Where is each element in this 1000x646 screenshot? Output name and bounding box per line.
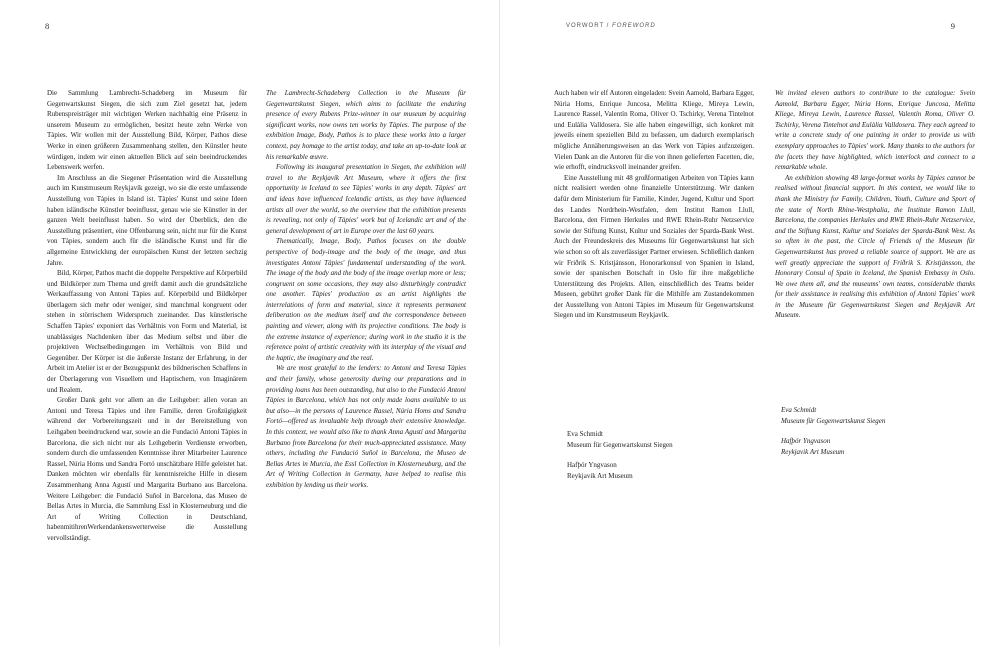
signatory-name: Hafþór Yngvason: [781, 437, 831, 445]
signatory-institution: Reykjavik Art Museum: [781, 447, 845, 456]
paragraph: We invited eleven authors to contribute to the catalogue: Svein Aamold, Barbara Egger, Núria Homs, Enrique Juncosa, Melitta Kliege, Mireya Lewin, Laurence Rassel, Valentín Roma, Oliver O. Tschirky, Verena Tintelnot and Eulàlia Valldosera. They each agreed to write a concrete study of one painting in order to provide us with exemplary approaches to Tàpies' work. Many thanks to the authors for the facets they have highlighted, which interlock and connect to a remarkable whole.: [775, 89, 975, 172]
signatory-institution: Museum für Gegenwartskunst Siegen: [781, 416, 886, 425]
german-intro-column: [47, 88, 247, 544]
signatory-name: Eva Schmidt: [781, 406, 817, 414]
paragraph: Auch haben wir elf Autoren eingeladen: Svein Aamold, Barbara Egger, Núria Homs, Enrique Juncosa, Melitta Kliege, Mireya Lewin, Laurence Rassel, Valentín Roma, Oliver O. Tschirky, Verena Tintelnot und Eulàlia Valldosera. Sie alle haben eingewilligt, sich konkret mit jeweils einem speziellen Bild zu befassen, um dadurch exemplarisch mögliche Annäherungsweisen an das Werk von Tàpies aufzuzeigen. Vielen Dank an die Autoren für die von ihnen gelieferten Facetten, die, wie erhofft, eindrucksvoll ineinander greifen.: [554, 89, 754, 172]
english-acknowledgements-column: [775, 88, 975, 321]
paragraph: Eine Ausstellung mit 48 großformatigen Arbeiten von Tàpies kann nicht realisiert werden ohne finanzielle Unterstützung. Wir danken dafür dem Ministerium für Familie, Kinder, Jugend, Kultur und Sport des Landes Nordrhein-Westfalen, dem Institut Ramon Llull, Barcelona, den Firmen Herkules und RWE Rhein-Ruhr Netzservice sowie der Stiftung Kunst, Kultur und Soziales der Sparda-Bank West. Auch der Freundeskreis des Museums für Gegenwartskunst hat sich wie schon so oft als zuverlässiger Partner erwiesen. Schließlich danken wir Friðrik S. Kristjánsson, Honorarkonsul von Spanien in Island, sowie der spanischen Botschaft in Oslo für ihre maßgebliche Unterstützung des Projekts. Allen, einschließlich des Teams beider Museen, gebührt großer Dank für die Mithilfe am Zustandekommen der Ausstellung von Antoni Tàpies im Museum für Gegenwartskunst Siegen und im Kunstmuseum Reykjavík.: [554, 173, 754, 320]
signature-block-english: [781, 436, 844, 457]
page-number-left: 8: [45, 21, 50, 31]
running-head-german: VORWORT: [566, 23, 605, 29]
signatory-institution: Reykjavik Art Museum: [567, 471, 633, 480]
german-acknowledgements-column: [554, 88, 754, 321]
english-intro-column: [266, 88, 466, 491]
signature-block-german: [567, 460, 633, 481]
paragraph: Thematically, Image, Body, Pathos focuses on the double perspective of body-image and the body of the image, and thus investigates Antoni Tàpies' fundamental understanding of the work. The image of the body and the body of the image overlap more or less; congruent on some occasions, they may also disturbingly contradict one another. Tàpies' production as an artist highlights the interrelations of form and material, since it represents permanent deliberation on the medium itself and the correspondence between painting and viewer, along with its projective conditions. The body is the extreme instance of experience; during work in the studio it is the reference point of artistic creativity with its interplay of the visual and the haptic, the imaginary and the real.: [266, 237, 466, 362]
running-head: [566, 23, 656, 29]
paragraph: An exhibition showing 48 large-format works by Tàpies cannot be realised without financial support. In this context, we would like to thank the Ministry for Family, Children, Youth, Culture and Sport of the state of North Rhine-Westphalia, the Institute Ramon Llull, Barcelona, the companies Herkules and RWE Rhein-Ruhr Netzservice, and the Stiftung Kunst, Kultur und Soziales der Sparda-Bank West. As so often in the past, the Circle of Friends of the Museum für Gegenwartskunst has proved a reliable source of support. We are as well greatly appreciate the support of Friðrik S. Kristjánsson, the Honorary Consul of Spain in Iceland, the Spanish Embassy in Oslo. We owe them all, and the museums' own teams, considerable thanks for their assistance in realising this exhibition of Antoni Tàpies' work in the Museum für Gegenwartskunst Siegen and Reykjavík Art Museum.: [775, 173, 975, 320]
signatory-name: Hafþór Yngvason: [567, 461, 617, 469]
paragraph: We are most grateful to the lenders: to Antoni and Teresa Tàpies and their family, whose generosity during our preparations and in providing loans has been outstanding, but also to the Fundació Antoni Tàpies in Barcelona, which has not only made loans available to us but also—in the persons of Laurence Rassel, Núria Homs and Sandra Fortó—offered us invaluable help through their extensive knowledge. In this context, we would also like to thank Anna Agustí and Margarita Burbano from Barcelona for their much-appreciated assistance. Many others, including the Fundació Suñol in Barcelona, the Museo de Bellas Artes in Murcia, the Essl Collection in Klosterneuburg, and the Art of Writing Collection in Germany, have helped to realise this exhibition by lending us their works.: [266, 364, 466, 489]
signature-block-german: [567, 429, 673, 450]
paragraph: Im Anschluss an die Siegener Präsentation wird die Ausstellung auch im Kunstmuseum Reykjavík gezeigt, wo sie die erste umfassende Ausstellung von Tàpies in Island ist. Tàpies' Kunst und seine Ideen haben isländische Künstler beeinflusst, genau wie sie Künstler in der ganzen Welt beeinflusst haben. So wird der Überblick, den die Ausstellung präsentiert, eine Offenbarung sein, nicht nur für die Kunst von Tàpies, sondern auch für die isländische Kunst und für die allgemeine Entwicklung der europäischen Kunst der letzten sechzig Jahre.: [47, 173, 247, 267]
signatory-institution: Museum für Gegenwartskunst Siegen: [567, 440, 673, 449]
paragraph: Großer Dank geht vor allem an die Leihgeber: allen voran an Antoni und Teresa Tàpies und ihre Familie, deren Großzügigkeit während der Vorbereitungszeit und in der Bereitstellung von Leihgaben beeindruckend war, sowie an die Fundació Antoni Tàpies in Barcelona, die sich nicht nur als Leihgeberin Verdienste erworben, sondern durch die umfassenden Kenntnisse ihrer Mitarbeiter Laurence Rassel, Núria Homs und Sandra Fortó unschätzbare Hilfe geleistet hat. Danken möchten wir ebenfalls für kenntnisreiche Hilfe in diesem Zusammenhang Anna Agustí und Margarita Burbano aus Barcelona. Weitere Leihgeber: die Fundació Suñol in Barcelona, das Museo de Bellas Artes in Murcia, die Sammlung Essl in Klosterneuburg und die Art of Writing Collection in Deutschland, habenmitihrenWerkendankenswerterweise die Ausstellung vervollständigt.: [47, 396, 247, 542]
paragraph: Die Sammlung Lambrecht-Schadeberg im Museum für Gegenwartskunst Siegen, die sich zum Ziel gesetzt hat, jedem Rubenspreisträger mit wichtigen Werken nachhaltig eine Präsenz in unserem Museum zu ermöglichen, besitzt heute zehn Werke von Tàpies. Wir wollen mit der Ausstellung Bild, Körper, Pathos diese Werke in einen größeren Zusammenhang stellen, den Künstler heute würdigen, indem wir einen aktuellen Blick auf sein beeindruckendes Lebenswerk werfen.: [47, 89, 247, 172]
signature-block-english: [781, 405, 885, 426]
running-head-english: FOREWORD: [612, 23, 656, 29]
signatory-name: Eva Schmidt: [567, 430, 603, 438]
paragraph: Bild, Körper, Pathos macht die doppelte Perspektive auf Körperbild und Bildkörper zum Thema und greift damit auch die grundsätzliche Werkauffassung von Antoni Tàpies auf. Körperbild und Bildkörper überlagern sich mehr oder weniger, sind manchmal kongruent oder stehen in störrischem Widerspruch zueinander. Das künstlerische Schaffen Tàpies' exponiert das Verhältnis von Form und Material, ist unablässiges Nachdenken über das Medium selbst und über die projektiven Wechselbedingungen im Verhältnis von Bild und Gegenüber. Der Körper ist die äußerste Instanz der Erfahrung, in der Arbeit im Atelier ist er der Bezugspunkt des bildnerischen Schaffens in der Überlagerung von Visuellem und Haptischem, von Imaginärem und Realem.: [47, 269, 247, 394]
paragraph: The Lambrecht-Schadeberg Collection in the Museum für Gegenwartskunst Siegen, which aims to facilitate the enduring presence of every Rubens Prize-winner in our museum by acquiring significant works, now owns ten works by Tàpies. The purpose of the exhibition Image, Body, Pathos is to place these works into a larger context, pay homage to the artist today, and take an up-to-date look at his remarkable œuvre.: [266, 89, 466, 161]
running-head-separator: /: [604, 23, 613, 29]
page-number-right: 9: [950, 21, 955, 31]
paragraph: Following its inaugural presentation in Siegen, the exhibition will travel to the Reykjavík Art Museum, where it offers the first opportunity in Iceland to see Tàpies' works in any depth. Tàpies' art and ideas have influenced Icelandic artists, as they have influenced artists all over the world, so the overview that the exhibition presents is revealing, not only of Tàpies' work but of Icelandic art and of the general development of art in Europe over the last 60 years.: [266, 163, 466, 235]
